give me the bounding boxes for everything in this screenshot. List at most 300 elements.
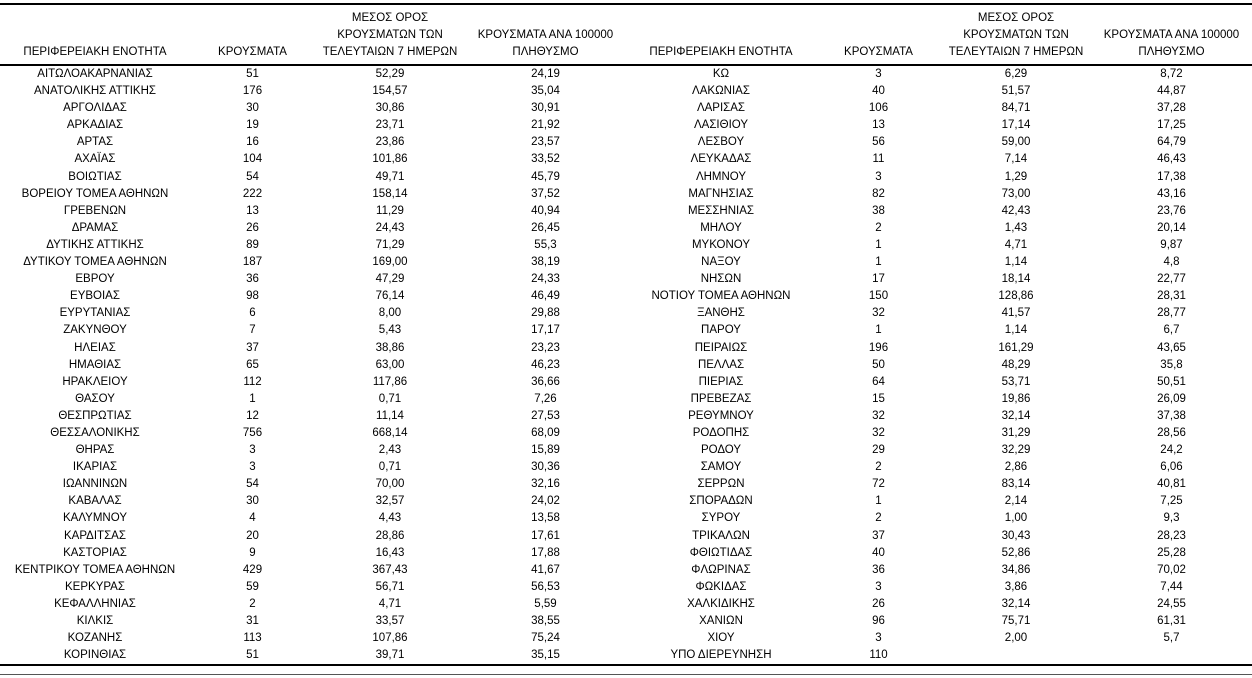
avg7-cell: 31,29 bbox=[1001, 426, 1031, 439]
cases-cell: 40 bbox=[872, 85, 885, 98]
table-row bbox=[626, 340, 1252, 357]
per100k-cell: 21,92 bbox=[531, 119, 560, 132]
table-row bbox=[626, 169, 1252, 186]
cases-cell: 1 bbox=[249, 392, 256, 405]
per100k-cell: 30,36 bbox=[531, 461, 560, 474]
table-row bbox=[0, 476, 626, 493]
per100k-cell: 40,94 bbox=[531, 204, 560, 217]
avg7-cell: 30,43 bbox=[1001, 529, 1031, 542]
col-header-region: ΠΕΡΙΦΕΡΕΙΑΚΗ ΕΝΟΤΗΤΑ bbox=[626, 5, 816, 65]
avg7-cell: 76,14 bbox=[375, 290, 405, 303]
table-row bbox=[0, 630, 626, 647]
cases-cell: 82 bbox=[872, 187, 885, 200]
region-cell: ΔΥΤΙΚΟΥ ΤΟΜΕΑ ΑΘΗΝΩΝ bbox=[23, 256, 167, 269]
avg7-cell: 3,86 bbox=[1004, 580, 1028, 593]
per100k-cell: 23,23 bbox=[531, 341, 560, 354]
region-cell: ΠΡΕΒΕΖΑΣ bbox=[690, 392, 752, 405]
col-header-cases: ΚΡΟΥΣΜΑΤΑ bbox=[190, 5, 315, 65]
avg7-cell: 38,86 bbox=[375, 341, 405, 354]
avg7-cell: 23,86 bbox=[375, 136, 405, 149]
region-cell: ΡΟΔΟΠΗΣ bbox=[692, 426, 750, 439]
per100k-cell: 25,28 bbox=[1157, 546, 1186, 559]
avg7-cell: 42,43 bbox=[1001, 204, 1031, 217]
avg7-cell: 49,71 bbox=[375, 170, 405, 183]
cases-cell: 31 bbox=[246, 615, 259, 627]
col-header-region: ΠΕΡΙΦΕΡΕΙΑΚΗ ΕΝΟΤΗΤΑ bbox=[0, 5, 190, 65]
table-row bbox=[626, 322, 1252, 339]
per100k-cell: 20,14 bbox=[1157, 221, 1186, 234]
region-cell: ΑΙΤΩΛΟΑΚΑΡΝΑΝΙΑΣ bbox=[37, 68, 153, 80]
per100k-cell: 56,53 bbox=[531, 580, 560, 593]
cases-cell: 30 bbox=[246, 495, 259, 508]
cases-cell: 26 bbox=[872, 597, 885, 610]
cases-cell: 37 bbox=[246, 341, 259, 354]
region-cell: ΜΥΚΟΝΟΥ bbox=[691, 238, 751, 251]
cases-cell: 51 bbox=[246, 649, 259, 662]
per100k-cell: 6,7 bbox=[1163, 324, 1180, 337]
region-cell: ΣΑΜΟΥ bbox=[700, 461, 742, 474]
region-cell: ΑΡΚΑΔΙΑΣ bbox=[66, 119, 124, 132]
cases-cell: 19 bbox=[246, 119, 259, 132]
table-row bbox=[0, 647, 626, 665]
region-cell: ΣΥΡΟΥ bbox=[701, 512, 741, 525]
table-row bbox=[0, 288, 626, 305]
avg7-cell: 73,00 bbox=[1001, 187, 1031, 200]
per100k-cell: 7,26 bbox=[534, 392, 557, 405]
table-row bbox=[626, 237, 1252, 254]
per100k-cell: 15,89 bbox=[531, 444, 560, 457]
cases-cell: 89 bbox=[246, 238, 259, 251]
table-body-left bbox=[0, 65, 626, 665]
per100k-cell: 35,04 bbox=[531, 85, 560, 98]
per100k-cell: 29,88 bbox=[531, 307, 560, 320]
region-cell: ΖΑΚΥΝΘΟΥ bbox=[63, 324, 127, 337]
cases-table-left bbox=[0, 5, 626, 666]
header-row bbox=[626, 5, 1252, 65]
per100k-cell: 28,56 bbox=[1157, 426, 1186, 439]
region-cell: ΛΑΚΩΝΙΑΣ bbox=[692, 85, 750, 98]
avg7-cell: 83,14 bbox=[1001, 478, 1031, 491]
table-row bbox=[0, 408, 626, 425]
region-cell: ΘΑΣΟΥ bbox=[75, 392, 115, 405]
cases-cell: 11 bbox=[872, 153, 885, 166]
cases-cell: 59 bbox=[246, 580, 259, 593]
region-cell: ΠΕΙΡΑΙΩΣ bbox=[694, 341, 748, 354]
cases-cell: 3 bbox=[875, 632, 882, 645]
per100k-cell: 40,81 bbox=[1157, 478, 1186, 491]
per100k-cell: 17,61 bbox=[531, 529, 560, 542]
avg7-cell: 2,14 bbox=[1004, 495, 1028, 508]
table-row bbox=[0, 391, 626, 408]
cases-cell: 1 bbox=[875, 256, 882, 269]
per100k-cell: 28,31 bbox=[1157, 290, 1186, 303]
cases-cell: 13 bbox=[246, 204, 259, 217]
tables-container bbox=[0, 5, 1252, 666]
table-row bbox=[626, 442, 1252, 459]
table-row bbox=[0, 271, 626, 288]
region-cell: ΑΝΑΤΟΛΙΚΗΣ ΑΤΤΙΚΗΣ bbox=[33, 85, 156, 98]
per100k-cell: 23,57 bbox=[531, 136, 560, 149]
region-cell: ΗΡΑΚΛΕΙΟΥ bbox=[62, 375, 128, 388]
per100k-cell: 64,79 bbox=[1157, 136, 1186, 149]
region-cell: ΒΟΙΩΤΙΑΣ bbox=[68, 170, 122, 183]
region-cell: ΙΚΑΡΙΑΣ bbox=[72, 461, 118, 474]
cases-cell: 187 bbox=[242, 256, 263, 269]
per100k-cell: 32,16 bbox=[531, 478, 560, 491]
table-row bbox=[626, 510, 1252, 527]
cases-cell: 176 bbox=[242, 85, 263, 98]
table-row bbox=[626, 459, 1252, 476]
avg7-cell: 2,00 bbox=[1004, 632, 1028, 645]
cases-cell: 3 bbox=[249, 444, 256, 457]
region-cell: ΘΕΣΣΑΛΟΝΙΚΗΣ bbox=[50, 426, 140, 439]
table-row bbox=[0, 100, 626, 117]
table-row bbox=[0, 562, 626, 579]
region-cell: ΧΙΟΥ bbox=[707, 632, 735, 645]
table-row bbox=[626, 613, 1252, 630]
avg7-cell: 56,71 bbox=[375, 580, 405, 593]
per100k-cell: 37,52 bbox=[531, 187, 560, 200]
cases-cell: 38 bbox=[872, 204, 885, 217]
cases-cell: 26 bbox=[246, 221, 259, 234]
avg7-cell: 70,00 bbox=[375, 478, 405, 491]
region-cell: ΦΩΚΙΔΑΣ bbox=[695, 580, 747, 593]
per100k-cell: 26,09 bbox=[1157, 392, 1186, 405]
per100k-cell: 35,15 bbox=[531, 649, 560, 662]
avg7-cell: 668,14 bbox=[372, 426, 408, 439]
avg7-cell: 32,57 bbox=[375, 495, 405, 508]
avg7-cell: 52,86 bbox=[1001, 546, 1031, 559]
per100k-cell: 43,16 bbox=[1157, 187, 1186, 200]
region-cell: ΑΧΑΪΑΣ bbox=[74, 153, 116, 166]
table-row bbox=[626, 151, 1252, 168]
region-cell: ΛΑΣΙΘΙΟΥ bbox=[693, 119, 749, 132]
table-row bbox=[626, 408, 1252, 425]
table-row bbox=[626, 476, 1252, 493]
per100k-cell: 27,53 bbox=[531, 409, 560, 422]
avg7-cell: 8,00 bbox=[378, 307, 402, 320]
cases-cell: 32 bbox=[872, 307, 885, 320]
cases-cell: 3 bbox=[875, 170, 882, 183]
table-row bbox=[626, 83, 1252, 100]
table-row bbox=[626, 271, 1252, 288]
region-cell: ΚΕΝΤΡΙΚΟΥ ΤΟΜΕΑ ΑΘΗΝΩΝ bbox=[14, 563, 176, 576]
per100k-cell: 5,59 bbox=[534, 597, 557, 610]
cases-cell: 104 bbox=[242, 153, 263, 166]
per100k-cell: 17,25 bbox=[1157, 119, 1186, 132]
cases-cell: 2 bbox=[875, 512, 882, 525]
table-row bbox=[0, 237, 626, 254]
table-row bbox=[626, 579, 1252, 596]
cases-cell: 110 bbox=[869, 649, 888, 662]
table-row bbox=[0, 545, 626, 562]
region-cell: ΚΑΛΥΜΝΟΥ bbox=[63, 512, 127, 525]
avg7-cell: 154,57 bbox=[372, 85, 408, 98]
per100k-cell: 24,19 bbox=[531, 68, 560, 80]
avg7-cell: 367,43 bbox=[372, 563, 408, 576]
table-row bbox=[626, 630, 1252, 647]
per100k-cell: 41,67 bbox=[531, 563, 560, 576]
col-header-avg7: ΜΕΣΟΣ ΟΡΟΣ ΚΡΟΥΣΜΑΤΩΝ ΤΩΝ ΤΕΛΕΥΤΑΙΩΝ 7 ΗΜΕΡΩΝ bbox=[315, 5, 465, 65]
per100k-cell: 36,66 bbox=[531, 375, 560, 388]
cases-cell: 106 bbox=[868, 102, 889, 115]
table-header-right bbox=[626, 5, 1252, 65]
table-row bbox=[0, 203, 626, 220]
table-row bbox=[0, 134, 626, 151]
avg7-cell: 7,14 bbox=[1004, 153, 1028, 166]
avg7-cell: 23,71 bbox=[375, 119, 405, 132]
avg7-cell: 6,29 bbox=[1004, 68, 1028, 80]
avg7-cell: 33,57 bbox=[375, 615, 405, 627]
cases-cell: 51 bbox=[246, 68, 259, 80]
region-cell: ΕΒΡΟΥ bbox=[75, 273, 115, 286]
per100k-cell: 44,87 bbox=[1157, 85, 1186, 98]
table-row bbox=[0, 357, 626, 374]
region-cell: ΗΜΑΘΙΑΣ bbox=[68, 358, 122, 371]
cases-cell: 56 bbox=[872, 136, 885, 149]
region-cell: ΠΑΡΟΥ bbox=[701, 324, 741, 337]
avg7-cell: 48,29 bbox=[1001, 358, 1031, 371]
region-cell: ΚΕΡΚΥΡΑΣ bbox=[65, 580, 125, 593]
avg7-cell: 11,29 bbox=[376, 204, 404, 217]
region-cell: ΥΠΟ ΔΙΕΡΕΥΝΗΣΗ bbox=[670, 649, 772, 662]
cases-cell: 196 bbox=[868, 341, 889, 354]
per100k-cell: 9,87 bbox=[1160, 238, 1183, 251]
table-row bbox=[0, 528, 626, 545]
region-cell: ΚΙΛΚΙΣ bbox=[76, 615, 114, 627]
cases-cell: 7 bbox=[249, 324, 256, 337]
avg7-cell: 1,00 bbox=[1004, 512, 1028, 525]
table-row bbox=[626, 596, 1252, 613]
cases-cell: 96 bbox=[872, 615, 885, 627]
table-row bbox=[626, 305, 1252, 322]
region-cell: ΛΗΜΝΟΥ bbox=[695, 170, 747, 183]
per100k-cell: 38,19 bbox=[531, 256, 560, 269]
avg7-cell: 0,71 bbox=[378, 392, 402, 405]
per100k-cell: 5,7 bbox=[1163, 632, 1180, 645]
region-cell: ΜΕΣΣΗΝΙΑΣ bbox=[687, 204, 755, 217]
avg7-cell bbox=[941, 647, 1091, 665]
avg7-cell: 28,86 bbox=[375, 529, 405, 542]
avg7-cell: 2,86 bbox=[1004, 461, 1028, 474]
cases-cell: 36 bbox=[872, 563, 885, 576]
table-row bbox=[626, 545, 1252, 562]
avg7-cell: 0,71 bbox=[378, 461, 402, 474]
per100k-cell: 17,38 bbox=[1157, 170, 1186, 183]
table-row bbox=[0, 83, 626, 100]
table-row bbox=[0, 493, 626, 510]
table-row bbox=[626, 65, 1252, 83]
table-row bbox=[626, 254, 1252, 271]
per100k-cell: 35,8 bbox=[1160, 358, 1183, 371]
table-row bbox=[626, 493, 1252, 510]
per100k-cell: 46,43 bbox=[1157, 153, 1186, 166]
per100k-cell: 70,02 bbox=[1157, 563, 1186, 576]
cases-cell: 222 bbox=[242, 187, 263, 200]
table-row bbox=[626, 647, 1252, 665]
avg7-cell: 5,43 bbox=[378, 324, 402, 337]
table-row bbox=[626, 117, 1252, 134]
per100k-cell: 17,88 bbox=[531, 546, 560, 559]
header-row bbox=[0, 5, 626, 65]
avg7-cell: 16,43 bbox=[375, 546, 405, 559]
table-row bbox=[0, 340, 626, 357]
cases-cell: 32 bbox=[872, 426, 885, 439]
cases-cell: 6 bbox=[249, 307, 256, 320]
per100k-cell: 17,17 bbox=[531, 324, 560, 337]
per100k-cell: 23,76 bbox=[1157, 204, 1186, 217]
table-row bbox=[0, 510, 626, 527]
region-cell: ΙΩΑΝΝΙΝΩΝ bbox=[62, 478, 128, 491]
table-row bbox=[0, 459, 626, 476]
avg7-cell: 18,14 bbox=[1001, 273, 1031, 286]
table-row bbox=[626, 100, 1252, 117]
region-cell: ΗΛΕΙΑΣ bbox=[74, 341, 116, 354]
region-cell: ΚΟΖΑΝΗΣ bbox=[67, 632, 123, 645]
table-row bbox=[0, 579, 626, 596]
avg7-cell: 169,00 bbox=[372, 256, 408, 269]
avg7-cell: 71,29 bbox=[375, 238, 405, 251]
region-cell: ΧΑΝΙΩΝ bbox=[699, 615, 743, 627]
cases-cell: 1 bbox=[875, 324, 882, 337]
cases-cell: 9 bbox=[249, 546, 256, 559]
region-cell: ΚΑΣΤΟΡΙΑΣ bbox=[63, 546, 127, 559]
cases-cell: 3 bbox=[875, 580, 882, 593]
cases-cell: 3 bbox=[875, 68, 882, 80]
per100k-cell: 28,77 bbox=[1157, 307, 1186, 320]
cases-cell: 15 bbox=[872, 392, 885, 405]
avg7-cell: 52,29 bbox=[375, 68, 405, 80]
per100k-cell: 4,8 bbox=[1163, 256, 1180, 269]
cases-cell: 37 bbox=[872, 529, 885, 542]
per100k-cell: 24,33 bbox=[531, 273, 560, 286]
table-row bbox=[0, 305, 626, 322]
col-header-per100k: ΚΡΟΥΣΜΑΤΑ ΑΝΑ 100000 ΠΛΗΘΥΣΜΟ bbox=[465, 5, 626, 65]
per100k-cell: 33,52 bbox=[531, 153, 560, 166]
table-row bbox=[626, 374, 1252, 391]
table-row bbox=[626, 357, 1252, 374]
avg7-cell: 128,86 bbox=[998, 290, 1034, 303]
cases-cell: 98 bbox=[246, 290, 259, 303]
cases-cell: 756 bbox=[242, 426, 263, 439]
region-cell: ΣΕΡΡΩΝ bbox=[697, 478, 745, 491]
region-cell: ΦΘΙΩΤΙΔΑΣ bbox=[689, 546, 753, 559]
per100k-cell: 26,45 bbox=[531, 221, 560, 234]
avg7-cell: 4,71 bbox=[378, 597, 402, 610]
avg7-cell: 4,43 bbox=[378, 512, 402, 525]
avg7-cell: 161,29 bbox=[998, 341, 1034, 354]
cases-cell: 54 bbox=[246, 170, 259, 183]
region-cell: ΣΠΟΡΑΔΩΝ bbox=[689, 495, 753, 508]
cases-table-right bbox=[626, 5, 1252, 666]
avg7-cell: 17,14 bbox=[1001, 119, 1031, 132]
avg7-cell: 2,43 bbox=[378, 444, 402, 457]
table-row bbox=[0, 425, 626, 442]
table-row bbox=[0, 596, 626, 613]
cases-cell: 29 bbox=[872, 444, 885, 457]
per100k-cell: 8,72 bbox=[1160, 68, 1183, 80]
table-row bbox=[0, 169, 626, 186]
cases-cell: 64 bbox=[872, 375, 885, 388]
region-cell: ΘΗΡΑΣ bbox=[75, 444, 115, 457]
per100k-cell: 24,2 bbox=[1160, 444, 1183, 457]
table-row bbox=[626, 528, 1252, 545]
per100k-cell: 55,3 bbox=[534, 238, 557, 251]
per100k-cell: 61,31 bbox=[1157, 615, 1186, 627]
avg7-cell: 158,14 bbox=[372, 187, 408, 200]
table-row bbox=[626, 391, 1252, 408]
per100k-cell: 7,25 bbox=[1160, 495, 1183, 508]
per100k-cell: 50,51 bbox=[1157, 375, 1186, 388]
table-row bbox=[0, 151, 626, 168]
region-cell: ΕΥΒΟΙΑΣ bbox=[70, 290, 120, 303]
region-cell: ΘΕΣΠΡΩΤΙΑΣ bbox=[58, 409, 132, 422]
avg7-cell: 107,86 bbox=[372, 632, 408, 645]
cases-cell: 113 bbox=[243, 632, 262, 645]
cases-cell: 13 bbox=[872, 119, 885, 132]
region-cell: ΜΗΛΟΥ bbox=[700, 221, 742, 234]
cases-cell: 54 bbox=[246, 478, 259, 491]
per100k-cell: 37,28 bbox=[1157, 102, 1186, 115]
avg7-cell: 84,71 bbox=[1001, 102, 1031, 115]
per100k-cell bbox=[1091, 647, 1252, 665]
table-row bbox=[0, 442, 626, 459]
per100k-cell: 46,23 bbox=[531, 358, 560, 371]
per100k-cell: 22,77 bbox=[1157, 273, 1186, 286]
avg7-cell: 32,14 bbox=[1001, 597, 1031, 610]
region-cell: ΒΟΡΕΙΟΥ ΤΟΜΕΑ ΑΘΗΝΩΝ bbox=[21, 187, 169, 200]
per100k-cell: 30,91 bbox=[531, 102, 560, 115]
region-cell: ΑΡΤΑΣ bbox=[76, 136, 114, 149]
cases-cell: 32 bbox=[872, 409, 885, 422]
region-cell: ΧΑΛΚΙΔΙΚΗΣ bbox=[687, 597, 755, 610]
avg7-cell: 41,57 bbox=[1001, 307, 1031, 320]
table-row bbox=[626, 203, 1252, 220]
region-cell: ΞΑΝΘΗΣ bbox=[697, 307, 745, 320]
cases-cell: 150 bbox=[868, 290, 889, 303]
avg7-cell: 63,00 bbox=[375, 358, 405, 371]
col-header-avg7: ΜΕΣΟΣ ΟΡΟΣ ΚΡΟΥΣΜΑΤΩΝ ΤΩΝ ΤΕΛΕΥΤΑΙΩΝ 7 ΗΜΕΡΩΝ bbox=[941, 5, 1091, 65]
region-cell: ΤΡΙΚΑΛΩΝ bbox=[692, 529, 750, 542]
avg7-cell: 32,14 bbox=[1001, 409, 1031, 422]
cases-cell: 30 bbox=[246, 102, 259, 115]
per100k-cell: 38,55 bbox=[531, 615, 560, 627]
per100k-cell: 68,09 bbox=[531, 426, 560, 439]
avg7-cell: 59,00 bbox=[1001, 136, 1031, 149]
per100k-cell: 24,02 bbox=[531, 495, 560, 508]
cases-cell: 2 bbox=[875, 221, 882, 234]
avg7-cell: 4,71 bbox=[1004, 238, 1028, 251]
per100k-cell: 6,06 bbox=[1160, 461, 1183, 474]
avg7-cell: 1,29 bbox=[1004, 170, 1028, 183]
region-cell: ΚΩ bbox=[712, 68, 730, 80]
cases-cell: 40 bbox=[872, 546, 885, 559]
avg7-cell: 53,71 bbox=[1001, 375, 1031, 388]
avg7-cell: 24,43 bbox=[375, 221, 405, 234]
table-row bbox=[0, 254, 626, 271]
region-cell: ΠΙΕΡΙΑΣ bbox=[698, 375, 744, 388]
cases-cell: 429 bbox=[242, 563, 263, 576]
table-row bbox=[0, 374, 626, 391]
table-row bbox=[626, 186, 1252, 203]
avg7-cell: 19,86 bbox=[1001, 392, 1031, 405]
region-cell: ΛΑΡΙΣΑΣ bbox=[696, 102, 746, 115]
table-row bbox=[0, 613, 626, 630]
cases-cell: 20 bbox=[246, 529, 259, 542]
table-row bbox=[626, 425, 1252, 442]
avg7-cell: 47,29 bbox=[375, 273, 405, 286]
table-row bbox=[0, 117, 626, 134]
